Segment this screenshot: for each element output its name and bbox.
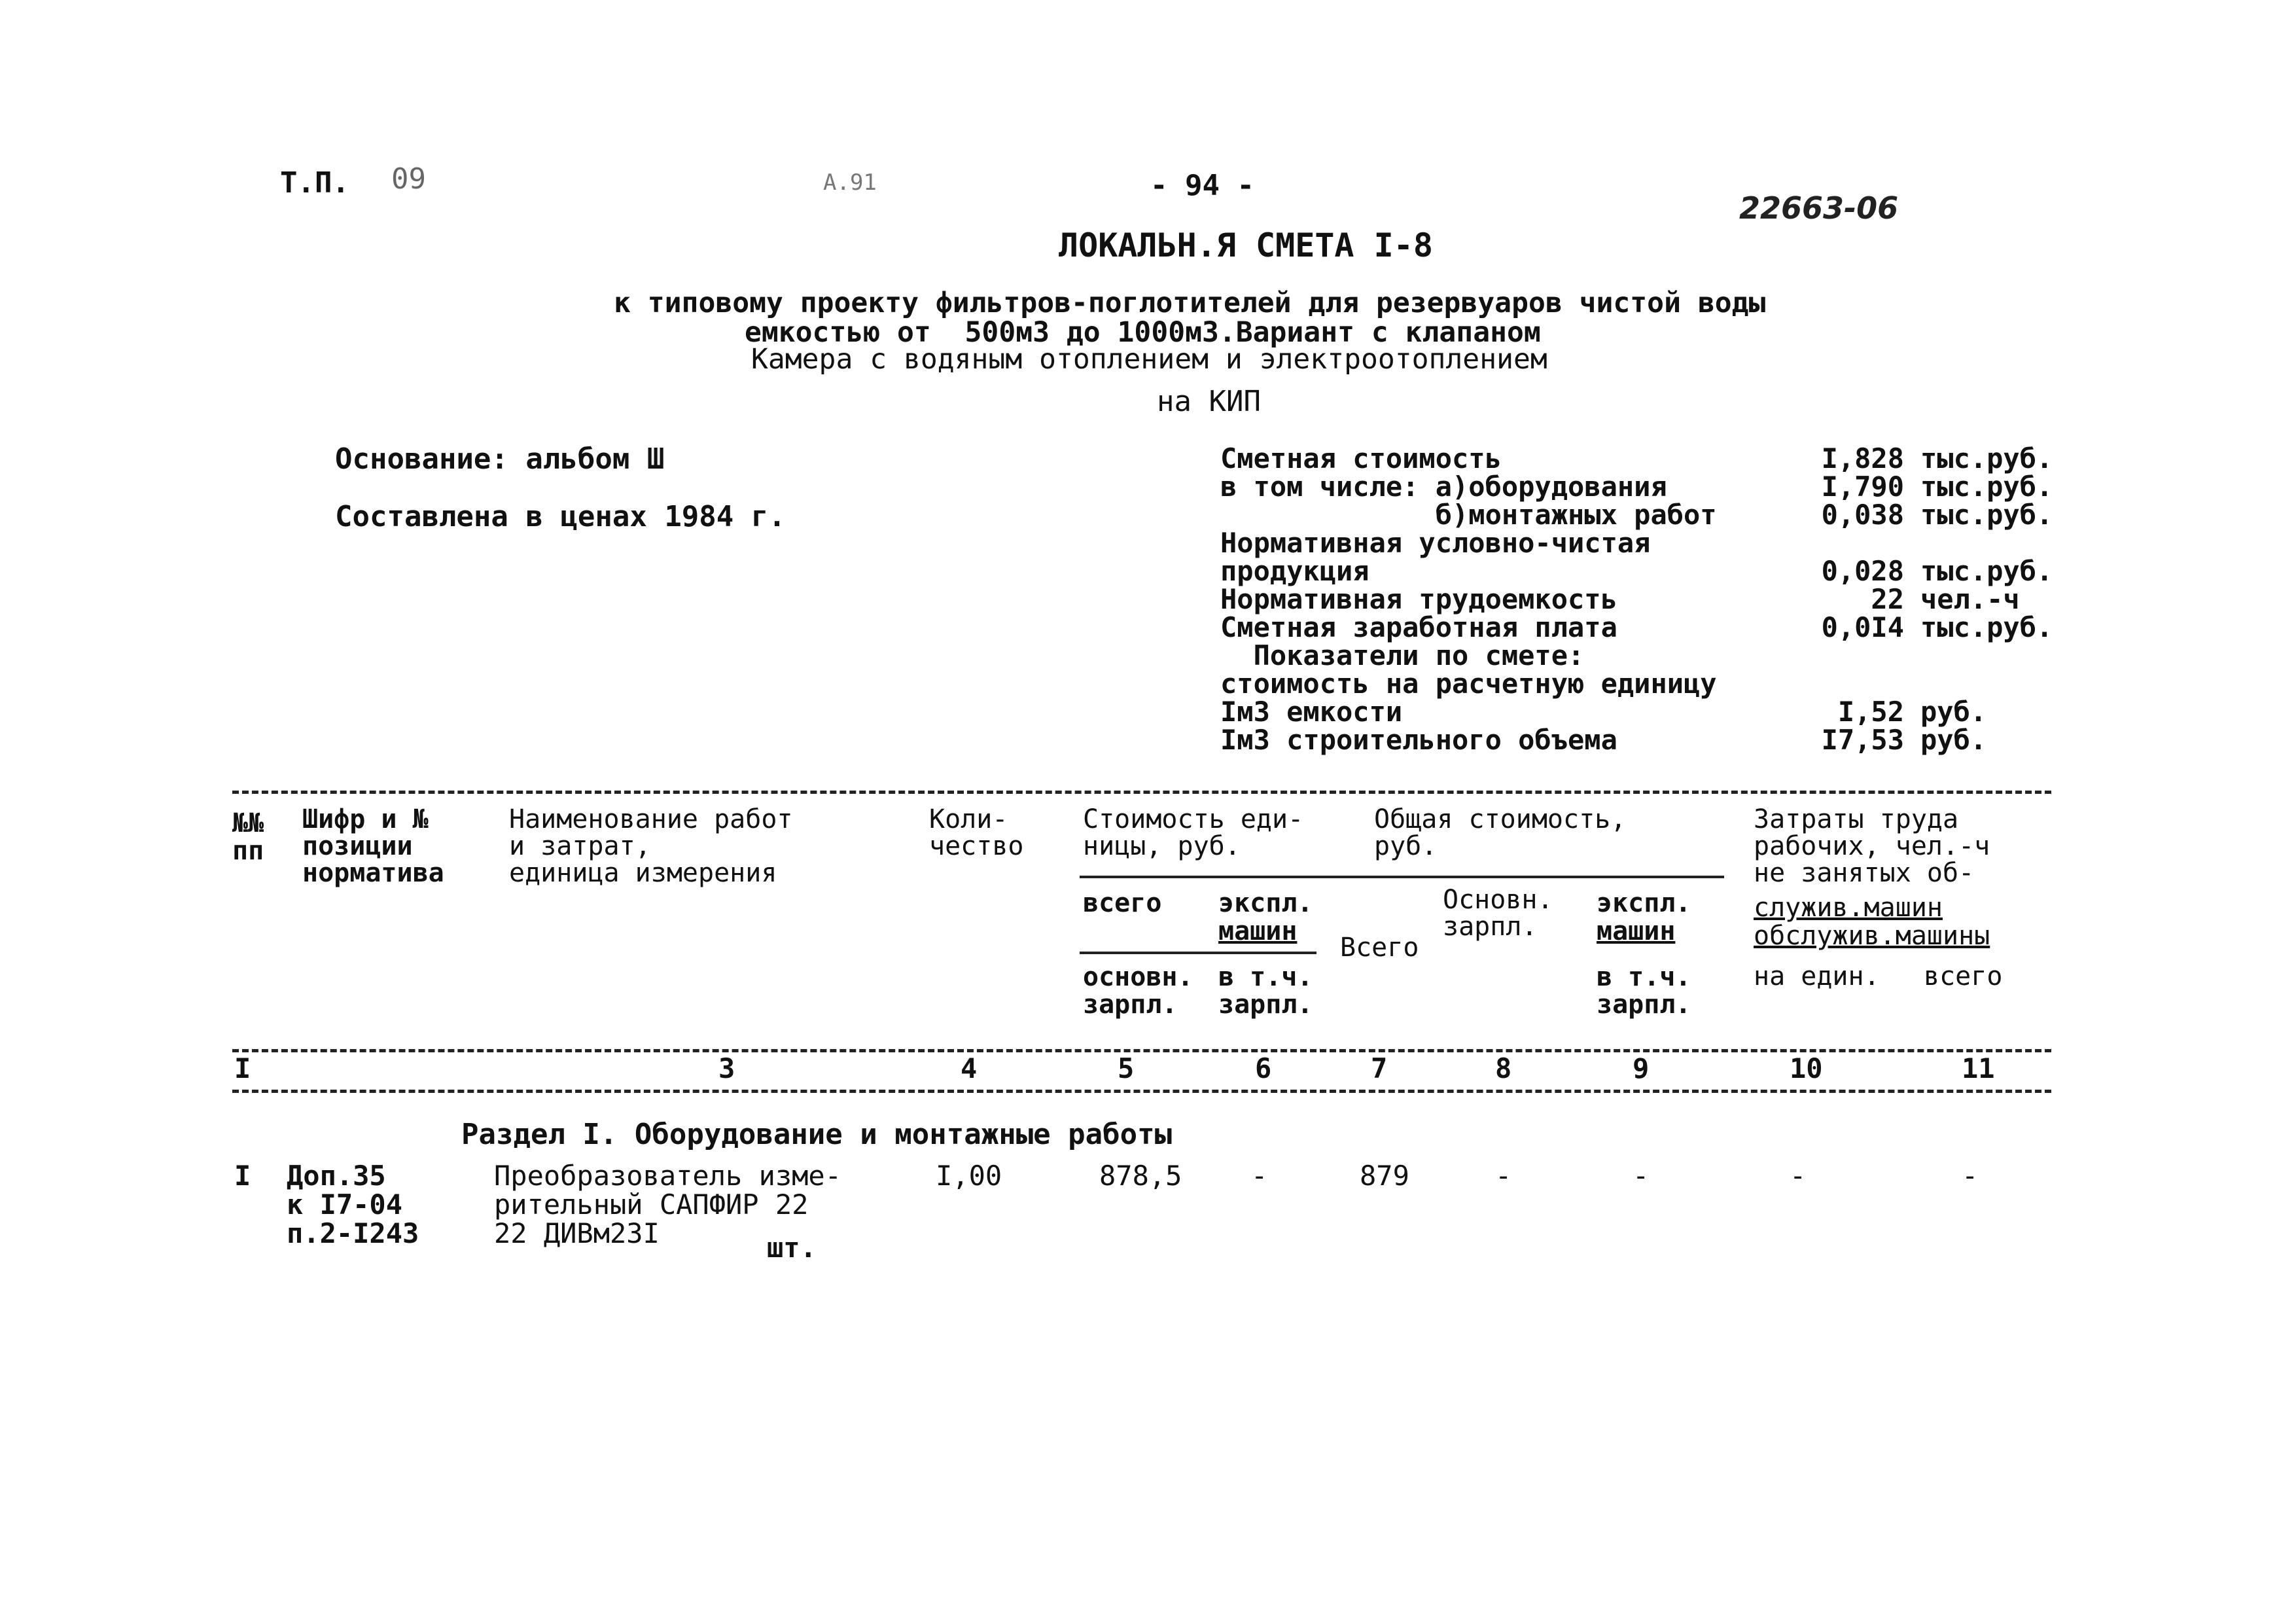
row-cell-qty: I,00 bbox=[936, 1160, 1002, 1192]
row-cell-total: 879 bbox=[1360, 1160, 1409, 1192]
subheader-rule bbox=[1080, 876, 1724, 878]
summary-unit: тыс.руб. bbox=[1920, 611, 2053, 643]
row-cell-labor-total: - bbox=[1962, 1160, 1979, 1192]
colnum-bottom-rule bbox=[232, 1090, 2051, 1093]
colnum-top-rule bbox=[232, 1049, 2051, 1052]
header-vsego: всего bbox=[1083, 888, 1162, 918]
row-cell-unit-mach: - bbox=[1251, 1160, 1268, 1192]
summary-value: 0,028 bbox=[1821, 555, 1904, 587]
title-line-2: емкостью от 500м3 до 1000м3.Вариант с клапаном bbox=[745, 316, 1541, 349]
header-labor-2: обслужив.машины bbox=[1754, 921, 1990, 951]
summary-label: Нормативная условно-чистая bbox=[1220, 527, 1651, 559]
header-vtch-zarpl-2: в т.ч. зарпл. bbox=[1597, 962, 1691, 1020]
header-vsego-3: всего bbox=[1924, 961, 2003, 991]
summary-unit: тыс.руб. bbox=[1920, 555, 2053, 587]
summary-label: Сметная стоимость bbox=[1220, 442, 1502, 474]
summary-value: 22 bbox=[1871, 583, 1904, 615]
header-mashin-2: машин bbox=[1597, 916, 1676, 946]
prices-label: Составлена в ценах 1984 г. bbox=[335, 500, 786, 533]
summary-value: I,790 bbox=[1821, 471, 1904, 503]
header-num: №№ пп bbox=[232, 808, 264, 866]
header-qty: Коли- чество bbox=[929, 804, 1024, 861]
summary-label: IмЗ строительного объема bbox=[1220, 724, 1617, 756]
summary-value: 0,038 bbox=[1821, 499, 1904, 531]
column-number: 7 bbox=[1371, 1052, 1388, 1084]
row-cell-num: I bbox=[234, 1160, 251, 1192]
column-number: I bbox=[234, 1052, 251, 1084]
summary-unit: тыс.руб. bbox=[1920, 442, 2053, 474]
summary-value: I7,53 bbox=[1821, 724, 1904, 756]
column-number: 6 bbox=[1255, 1052, 1272, 1084]
summary-unit: руб. bbox=[1920, 696, 1987, 728]
header-na-edin: на един. bbox=[1754, 961, 1880, 991]
header-total-cost: Общая стоимость, руб. bbox=[1374, 804, 1627, 861]
header-osnovn: Основн. зарпл. bbox=[1443, 885, 1553, 942]
header-mashin: машин bbox=[1218, 916, 1298, 946]
summary-unit: тыс.руб. bbox=[1920, 499, 2053, 531]
summary-unit: руб. bbox=[1920, 724, 1987, 756]
summary-unit: тыс.руб. bbox=[1920, 471, 2053, 503]
column-number: 4 bbox=[961, 1052, 978, 1084]
section-title: Раздел I. Оборудование и монтажные работы bbox=[461, 1118, 1173, 1151]
row-cell-total-mach: - bbox=[1633, 1160, 1650, 1192]
column-number: 9 bbox=[1633, 1052, 1650, 1084]
summary-label: IмЗ емкости bbox=[1220, 696, 1403, 728]
title-line-1: к типовому проекту фильтров-поглотителей для резервуаров чистой воды bbox=[614, 287, 1766, 319]
summary-value: I,52 bbox=[1837, 696, 1904, 728]
header-code: Шифр и № позиции норматива bbox=[302, 804, 444, 888]
summary-label: стоимость на расчетную единицу bbox=[1220, 668, 1717, 700]
album-ref: А.91 bbox=[823, 169, 877, 196]
summary-label: Сметная заработная плата bbox=[1220, 611, 1617, 643]
table-top-rule bbox=[232, 791, 2051, 794]
summary-label: продукция bbox=[1220, 555, 1369, 587]
column-number: 11 bbox=[1962, 1052, 1995, 1084]
column-number: 10 bbox=[1790, 1052, 1823, 1084]
column-number: 8 bbox=[1495, 1052, 1512, 1084]
header-osnovn-zarpl: основн. зарпл. bbox=[1083, 962, 1193, 1020]
document-title: ЛОКАЛЬН.Я СМЕТА I-8 bbox=[1059, 226, 1433, 264]
row-cell-total-wage: - bbox=[1495, 1160, 1512, 1192]
summary-value: 0,0I4 bbox=[1821, 611, 1904, 643]
summary-unit: чел.-ч bbox=[1920, 583, 2020, 615]
tp-label: Т.П. bbox=[280, 166, 349, 200]
header-vsego-total: Всего bbox=[1340, 933, 1419, 963]
row-cell-name: Преобразователь изме- рительный САПФИР 22 22 ДИВм23I bbox=[494, 1160, 842, 1250]
summary-value: I,828 bbox=[1821, 442, 1904, 474]
column-number: 3 bbox=[718, 1052, 735, 1084]
page-number: - 94 - bbox=[1150, 169, 1254, 202]
subheader-rule-2 bbox=[1080, 952, 1316, 954]
header-labor-1: служив.машин bbox=[1754, 893, 1943, 923]
header-name: Наименование работ и затрат, единица измерения bbox=[509, 804, 793, 888]
header-labor: Затраты труда рабочих, чел.-ч не занятых об- bbox=[1754, 804, 1990, 888]
header-ekspl-2: экспл. bbox=[1597, 888, 1691, 918]
row-cell-unit: шт. bbox=[767, 1232, 817, 1264]
column-number: 5 bbox=[1118, 1052, 1135, 1084]
tp-number: 09 bbox=[391, 162, 426, 196]
summary-label: Нормативная трудоемкость bbox=[1220, 583, 1617, 615]
title-line-4: на КИП bbox=[1157, 385, 1261, 418]
header-unit-cost: Стоимость еди- ницы, руб. bbox=[1083, 804, 1304, 861]
title-line-3: Камера с водяным отоплением и электроотоплением bbox=[751, 343, 1547, 376]
header-ekspl: экспл. bbox=[1218, 888, 1313, 918]
summary-label: Показатели по смете: bbox=[1220, 639, 1585, 671]
row-cell-unit-total: 878,5 bbox=[1099, 1160, 1182, 1192]
document-code: 22663-06 bbox=[1739, 190, 1899, 226]
row-cell-labor-unit: - bbox=[1790, 1160, 1807, 1192]
row-cell-code: Доп.35 к I7-04 п.2-I243 bbox=[287, 1160, 419, 1250]
basis-label: Основание: альбом Ш bbox=[335, 442, 665, 476]
summary-label: в том числе: а)оборудования bbox=[1220, 471, 1667, 503]
summary-label: б)монтажных работ bbox=[1220, 499, 1717, 531]
header-vtch-zarpl: в т.ч. зарпл. bbox=[1218, 962, 1313, 1020]
